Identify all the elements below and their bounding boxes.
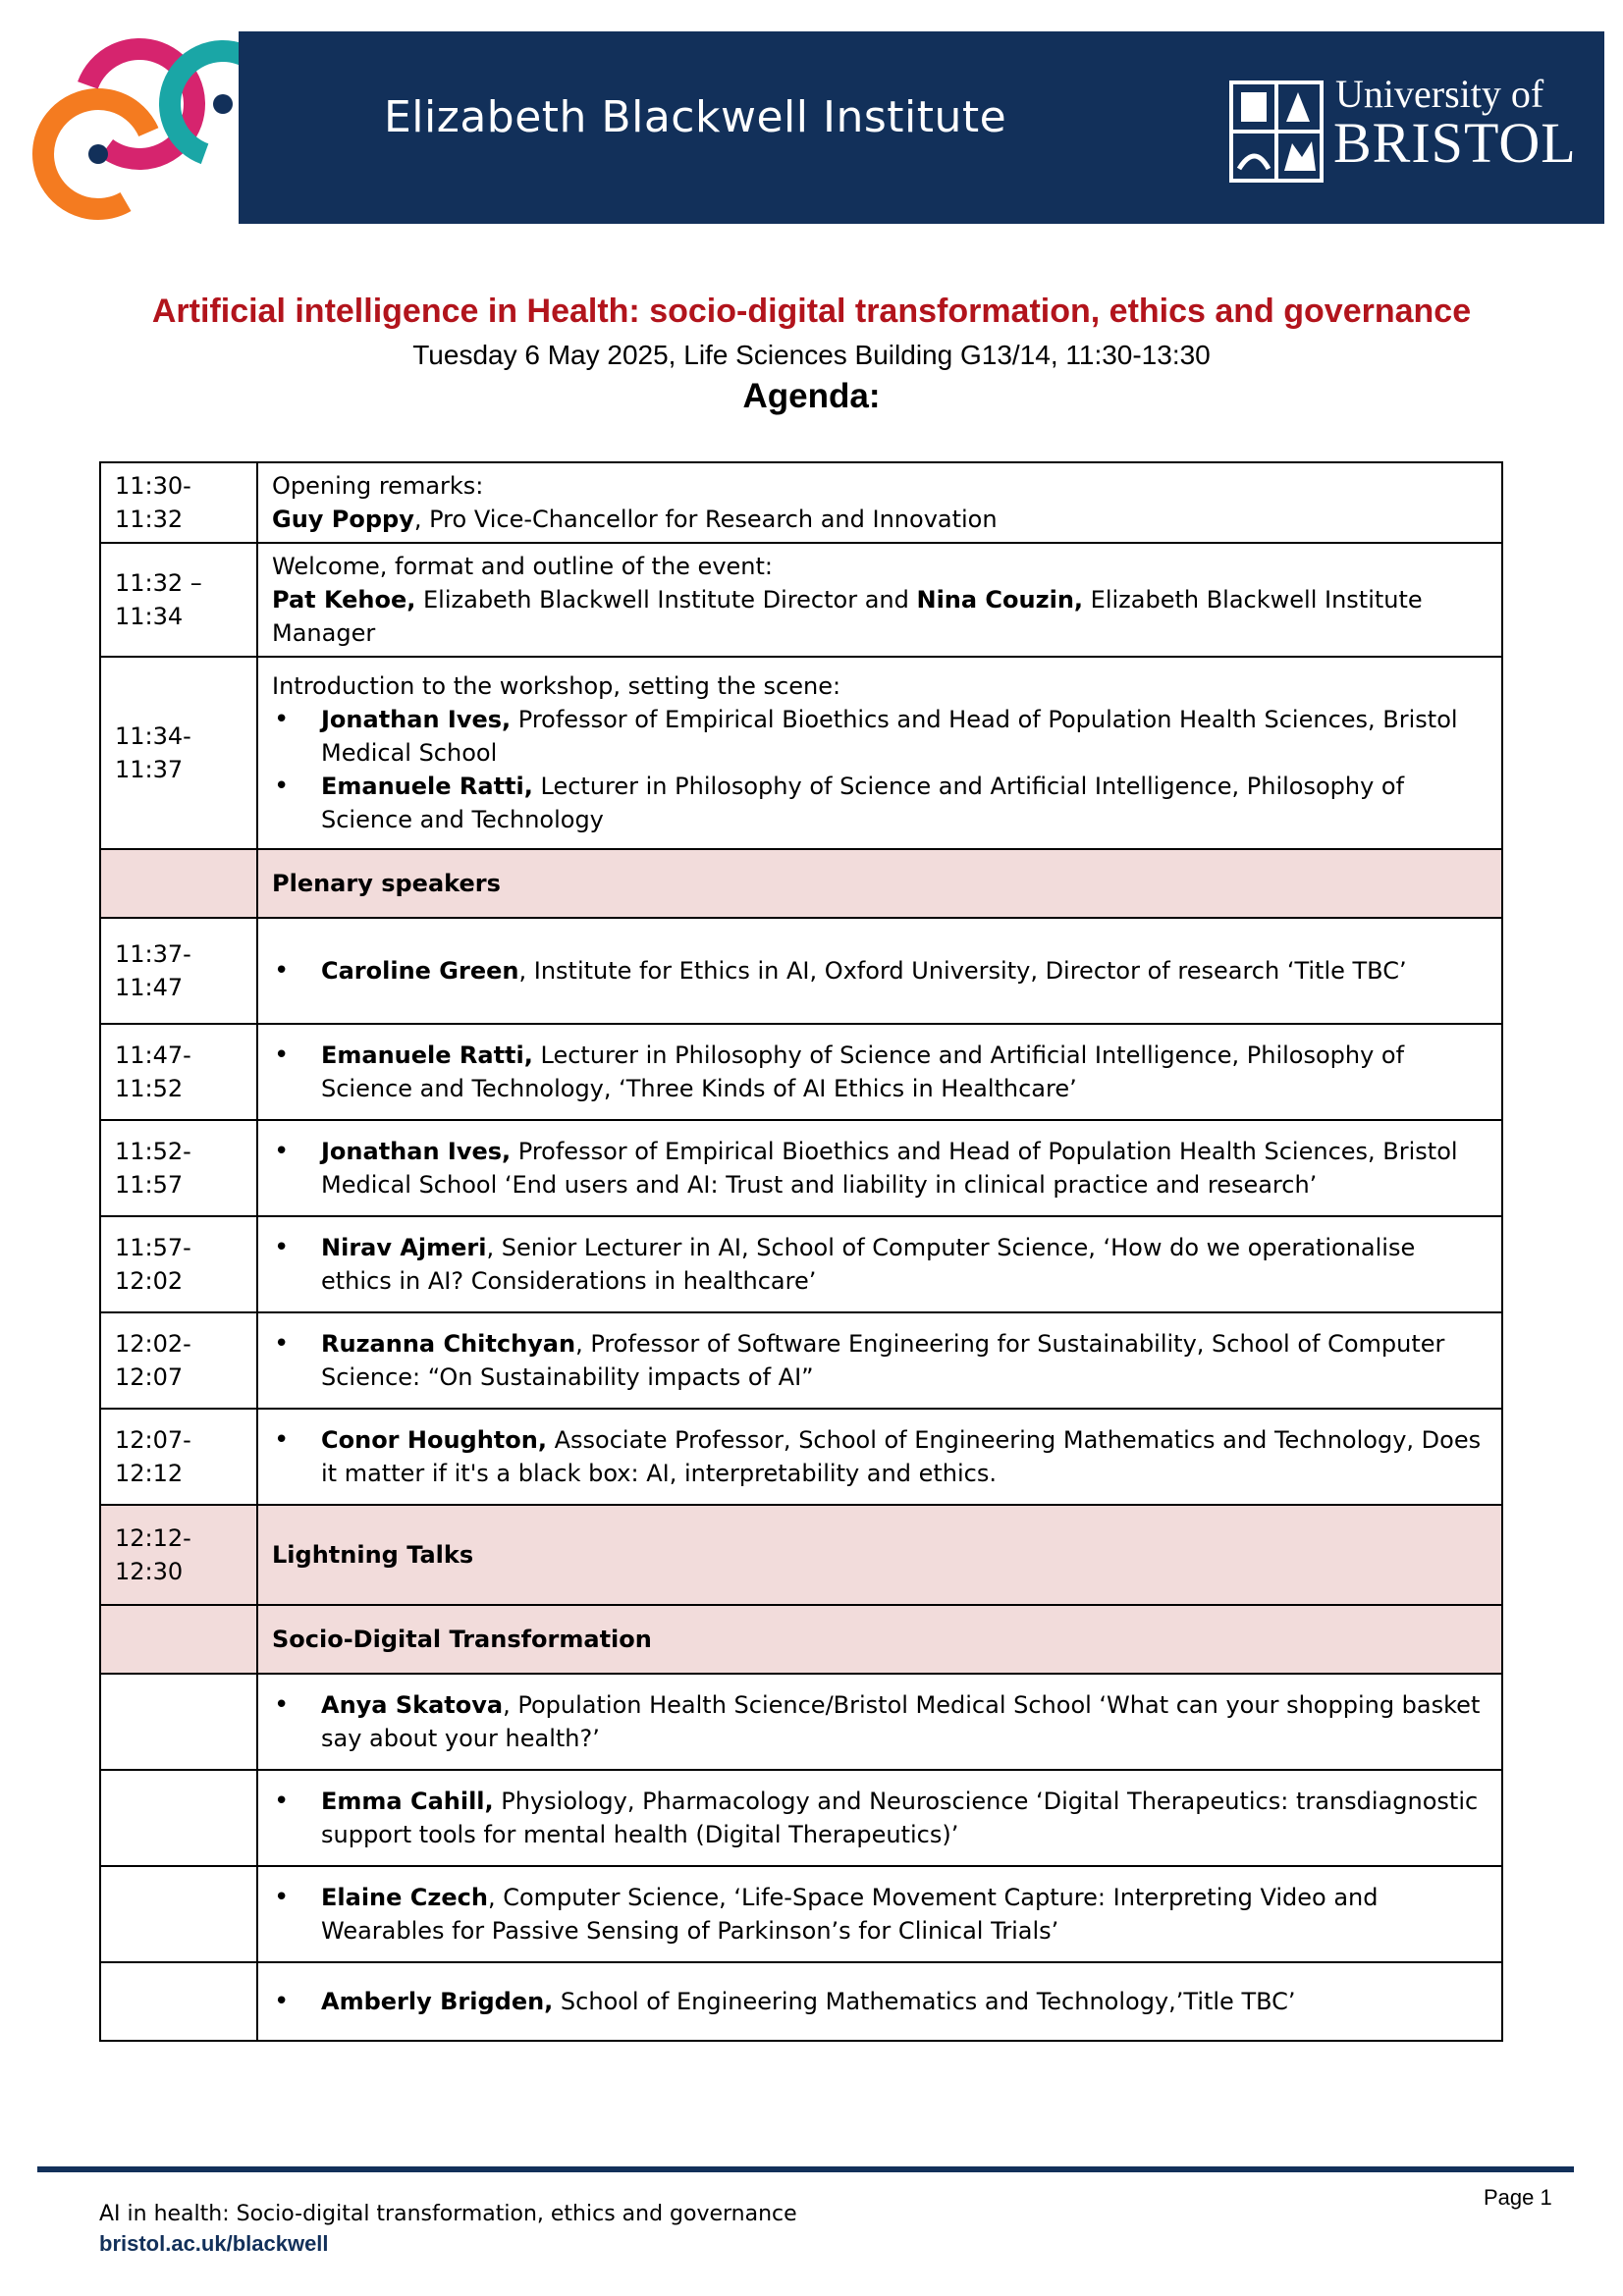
agenda-time <box>100 1409 257 1505</box>
speaker-name: Ruzanna Chitchyan <box>321 1330 576 1358</box>
agenda-time-line: 12:02 <box>115 1267 184 1295</box>
speaker-list <box>272 1423 1488 1490</box>
speaker-list-item <box>272 954 1488 988</box>
agenda-time-line: 11:47- <box>115 1041 191 1069</box>
agenda-time-line: 11:34 <box>115 603 184 630</box>
speaker-list-item <box>272 1231 1488 1298</box>
agenda-section-heading: Lightning Talks <box>272 1541 474 1569</box>
speaker-name: Nirav Ajmeri <box>321 1234 487 1261</box>
agenda-body <box>100 462 1502 2041</box>
agenda-row <box>100 1674 1502 1770</box>
university-name-line1: University of <box>1335 72 1544 116</box>
speaker-name: Nina Couzin, <box>916 586 1084 614</box>
speaker-list-item <box>272 1039 1488 1105</box>
agenda-row <box>100 543 1502 657</box>
agenda-section-heading: Socio-Digital Transformation <box>272 1626 652 1653</box>
agenda-time-line: 11:37 <box>115 756 184 783</box>
agenda-time <box>100 1962 257 2041</box>
speaker-details: Professor of Empirical Bioethics and Head of Population Health Sciences, Bristol Medical School ‘End users and AI: Trust and liability in clinical practice and research’ <box>321 1138 1458 1199</box>
page-number: Page 1 <box>1484 2185 1552 2210</box>
speaker-name: Emanuele Ratti, <box>321 1041 533 1069</box>
agenda-content <box>257 1312 1502 1409</box>
footer-divider <box>37 2166 1574 2172</box>
footer-website-link[interactable]: bristol.ac.uk/blackwell <box>99 2231 329 2256</box>
speaker-details: Lecturer in Philosophy of Science and Artificial Intelligence, Philosophy of Science and Technology <box>321 773 1405 833</box>
speaker-list-item <box>272 770 1488 836</box>
agenda-content <box>257 1120 1502 1216</box>
agenda-time <box>100 462 257 543</box>
agenda-intro: Introduction to the workshop, setting the scene: <box>272 672 841 700</box>
agenda-time-line: 11:32 – <box>115 569 202 597</box>
agenda-row <box>100 1770 1502 1866</box>
speaker-name: Elaine Czech <box>321 1884 488 1911</box>
agenda-time-line: 12:12- <box>115 1524 191 1552</box>
agenda-section-heading: Plenary speakers <box>272 870 501 897</box>
speaker-list <box>272 1231 1488 1298</box>
agenda-row <box>100 1409 1502 1505</box>
agenda-content <box>257 1770 1502 1866</box>
agenda-content <box>257 849 1502 918</box>
agenda-time-line: 11:37- <box>115 940 191 968</box>
agenda-time-line: 11:30- <box>115 472 191 500</box>
speaker-details: Professor of Empirical Bioethics and Head of Population Health Sciences, Bristol Medical School <box>321 706 1458 767</box>
speaker-list-item <box>272 1688 1488 1755</box>
speaker-details: Elizabeth Blackwell Institute Manager <box>272 586 1423 647</box>
speaker-list-item <box>272 1985 1488 2018</box>
agenda-time <box>100 1505 257 1605</box>
speaker-list-item <box>272 703 1488 770</box>
agenda-time <box>100 1605 257 1674</box>
agenda-row <box>100 1312 1502 1409</box>
speaker-name: Anya Skatova <box>321 1691 504 1719</box>
agenda-content <box>257 1505 1502 1605</box>
speaker-name: Conor Houghton, <box>321 1426 547 1454</box>
agenda-time-line: 11:52- <box>115 1138 191 1165</box>
speaker-details: Elizabeth Blackwell Institute Director and <box>415 586 917 614</box>
agenda-content <box>257 657 1502 849</box>
agenda-row <box>100 462 1502 543</box>
speaker-list-item <box>272 1881 1488 1948</box>
agenda-table <box>99 461 1503 2042</box>
speaker-list-item <box>272 1135 1488 1201</box>
speaker-name: Emma Cahill, <box>321 1788 494 1815</box>
speaker-details: , Population Health Science/Bristol Medical School ‘What can your shopping basket say about your health?’ <box>321 1691 1481 1752</box>
speaker-list-item <box>272 1327 1488 1394</box>
speaker-list-item <box>272 1423 1488 1490</box>
university-crest-icon <box>1227 79 1325 188</box>
agenda-content <box>257 918 1502 1024</box>
speaker-name: Emanuele Ratti, <box>321 773 533 800</box>
agenda-time <box>100 657 257 849</box>
agenda-time-line: 12:30 <box>115 1558 184 1585</box>
agenda-row <box>100 1962 1502 2041</box>
agenda-content <box>257 1216 1502 1312</box>
speaker-details: , Professor of Software Engineering for Sustainability, School of Computer Science: “On Sustainability impacts of AI” <box>321 1330 1445 1391</box>
event-subtitle: Tuesday 6 May 2025, Life Sciences Building G13/14, 11:30-13:30 <box>412 340 1211 370</box>
speaker-details: Lecturer in Philosophy of Science and Artificial Intelligence, Philosophy of Science and Technology, ‘Three Kinds of AI Ethics in Healthcare’ <box>321 1041 1405 1102</box>
speaker-name: Guy Poppy <box>272 506 414 533</box>
agenda-time <box>100 1120 257 1216</box>
agenda-content <box>257 1866 1502 1962</box>
speaker-list <box>272 1327 1488 1394</box>
agenda-intro: Opening remarks: <box>272 472 484 500</box>
agenda-time <box>100 849 257 918</box>
speaker-name: Jonathan Ives, <box>321 706 512 733</box>
agenda-content <box>257 1409 1502 1505</box>
agenda-time-line: 12:02- <box>115 1330 191 1358</box>
agenda-time <box>100 1024 257 1120</box>
speaker-details: , Senior Lecturer in AI, School of Computer Science, ‘How do we operationalise ethics in AI? Considerations in healthcare’ <box>321 1234 1416 1295</box>
speaker-name: Pat Kehoe, <box>272 586 416 614</box>
speaker-details: School of Engineering Mathematics and Technology,’Title TBC’ <box>553 1988 1296 2015</box>
speaker-name: Caroline Green <box>321 957 519 985</box>
speaker-details: Physiology, Pharmacology and Neuroscience ‘Digital Therapeutics: transdiagnostic support tools for mental health (Digital Therapeutics)’ <box>321 1788 1479 1848</box>
speaker-list <box>272 1985 1488 2018</box>
agenda-row <box>100 1120 1502 1216</box>
speaker-list <box>272 954 1488 988</box>
agenda-line <box>272 503 1488 536</box>
speaker-list <box>272 703 1488 836</box>
agenda-time <box>100 1770 257 1866</box>
agenda-time-line: 11:32 <box>115 506 184 533</box>
agenda-time-line: 12:12 <box>115 1460 184 1487</box>
agenda-content <box>257 1605 1502 1674</box>
agenda-time-line: 12:07- <box>115 1426 191 1454</box>
agenda-time-line: 11:57- <box>115 1234 191 1261</box>
agenda-time <box>100 1312 257 1409</box>
speaker-list <box>272 1135 1488 1201</box>
agenda-time <box>100 1674 257 1770</box>
agenda-time-line: 12:07 <box>115 1363 184 1391</box>
agenda-time <box>100 543 257 657</box>
institute-name: Elizabeth Blackwell Institute <box>384 92 1007 142</box>
agenda-row <box>100 1505 1502 1605</box>
agenda-row <box>100 1216 1502 1312</box>
speaker-list <box>272 1785 1488 1851</box>
speaker-list <box>272 1039 1488 1105</box>
agenda-line <box>272 583 1488 650</box>
speaker-details: , Institute for Ethics in AI, Oxford University, Director of research ‘Title TBC’ <box>518 957 1407 985</box>
agenda-content <box>257 462 1502 543</box>
agenda-time-line: 11:52 <box>115 1075 184 1102</box>
speaker-name: Amberly Brigden, <box>321 1988 554 2015</box>
speaker-details: , Pro Vice-Chancellor for Research and Innovation <box>413 506 998 533</box>
agenda-content <box>257 543 1502 657</box>
speaker-details: Associate Professor, School of Engineering Mathematics and Technology, Does it matter if it's a black box: AI, interpretability and ethics. <box>321 1426 1482 1487</box>
agenda-time-line: 11:47 <box>115 974 184 1001</box>
agenda-time-line: 11:34- <box>115 722 191 750</box>
agenda-time <box>100 918 257 1024</box>
speaker-list <box>272 1881 1488 1948</box>
agenda-heading: Agenda: <box>742 377 881 415</box>
speaker-list-item <box>272 1785 1488 1851</box>
agenda-time <box>100 1866 257 1962</box>
speaker-details: , Computer Science, ‘Life-Space Movement Capture: Interpreting Video and Wearables for Passive Sensing of Parkinson’s for Clinical Trials’ <box>321 1884 1379 1945</box>
speaker-name: Jonathan Ives, <box>321 1138 512 1165</box>
speaker-list <box>272 1688 1488 1755</box>
university-name-line2: BRISTOL <box>1333 111 1577 175</box>
event-title: Artificial intelligence in Health: socio-digital transformation, ethics and governance <box>151 293 1472 330</box>
agenda-row <box>100 1866 1502 1962</box>
agenda-row <box>100 1605 1502 1674</box>
agenda-row <box>100 657 1502 849</box>
agenda-time <box>100 1216 257 1312</box>
agenda-content <box>257 1024 1502 1120</box>
footer-event-name: AI in health: Socio-digital transformation, ethics and governance <box>99 2202 797 2226</box>
agenda-content <box>257 1962 1502 2041</box>
agenda-content <box>257 1674 1502 1770</box>
agenda-intro: Welcome, format and outline of the event: <box>272 553 773 580</box>
agenda-row <box>100 849 1502 918</box>
header-banner <box>239 31 1604 224</box>
agenda-row <box>100 918 1502 1024</box>
agenda-row <box>100 1024 1502 1120</box>
agenda-time-line: 11:57 <box>115 1171 184 1199</box>
